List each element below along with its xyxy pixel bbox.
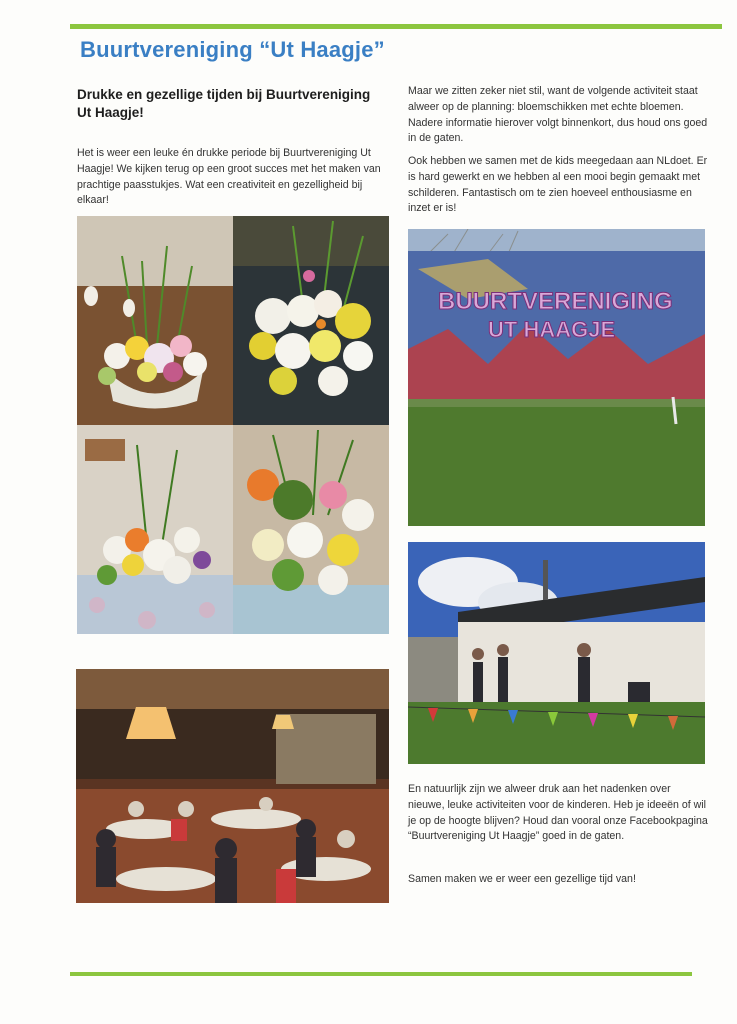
easter-arrangement-photo-2 bbox=[233, 216, 389, 425]
flower-arranging-paragraph: Maar we zitten zeker niet stil, want de volgende activiteit staat alweer op de planning: bloemschikken met echte bloemen. Nadere informatie hierover volgt binnenkort, dus houd ons goed in de gaten. bbox=[408, 85, 708, 145]
graffiti-container-photo bbox=[408, 229, 705, 526]
community-dinner-photo bbox=[76, 669, 389, 903]
easter-arrangement-photo-3 bbox=[77, 425, 233, 634]
easter-arrangement-photo-4 bbox=[233, 425, 389, 634]
top-green-rule bbox=[70, 24, 722, 29]
page-title: Buurtvereniging “Ut Haagje” bbox=[80, 37, 385, 62]
nldoet-paragraph: Ook hebben we samen met de kids meegedaan aan NLdoet. Er is hard gewerkt en we hebben al een mooi begin gemaakt met schilderen. Fantastisch om te zien hoeveel enthousiasme en inzet er is! bbox=[408, 155, 708, 215]
kids-activities-paragraph: En natuurlijk zijn we alweer druk aan het nadenken over nieuwe, leuke activiteiten voor de kinderen. Heb je ideeën of wil je op de hoogte blijven? Houd dan vooral onze Facebookpagina “Buurtvereniging Ut Haagje” goed in de gaten. bbox=[408, 783, 708, 843]
graffiti-lettering-line-2: UT HAAGJE bbox=[488, 317, 616, 342]
bottom-green-rule bbox=[70, 972, 692, 976]
closing-line: Samen maken we er weer een gezellige tijd van! bbox=[408, 873, 636, 885]
section-subheading: Drukke en gezellige tijden bij Buurtvereniging Ut Haagje! bbox=[77, 87, 371, 120]
easter-arrangement-photo-1 bbox=[77, 216, 233, 425]
nldoet-painting-photo bbox=[408, 542, 705, 764]
intro-paragraph: Het is weer een leuke én drukke periode bij Buurtvereniging Ut Haagje! We kijken terug op een groot succes met het maken van prachtige paasstukjes. Wat een creativiteit en gezelligheid bij elkaar! bbox=[77, 147, 381, 207]
graffiti-lettering-line-1: BUURTVERENIGING bbox=[438, 288, 673, 315]
